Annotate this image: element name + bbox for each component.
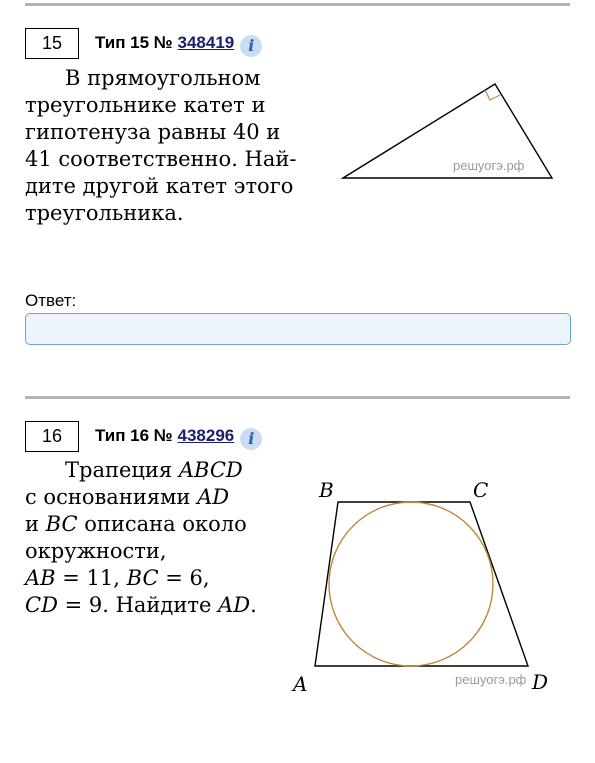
problem-id-link-15[interactable]: 348419 — [177, 33, 235, 52]
inscribed-circle — [329, 502, 493, 666]
problem-type-15: Тип 15 № 348419 i — [95, 33, 262, 57]
problem-number-15: 15 — [25, 28, 79, 59]
right-angle-mark — [485, 90, 500, 100]
text-line: треугольнике катет и — [25, 93, 266, 117]
text-line: Трапеция ABCD — [65, 458, 243, 482]
vertex-label-c: C — [473, 478, 489, 502]
vertex-label-d: D — [532, 670, 549, 694]
info-icon[interactable]: i — [240, 35, 262, 57]
vertex-label-a: A — [293, 672, 308, 696]
text-line: дите другой катет этого — [25, 174, 294, 198]
text-line: и BC описана около — [25, 512, 247, 536]
separator-middle — [25, 396, 570, 399]
problem-number-16: 16 — [25, 421, 79, 452]
answer-label: Ответ: — [25, 291, 77, 310]
trapezoid-figure — [280, 470, 570, 700]
text-line: треугольника. — [25, 201, 184, 225]
problem-id-link-16[interactable]: 438296 — [177, 426, 235, 445]
info-icon[interactable]: i — [240, 428, 262, 450]
trapezoid-shape — [315, 502, 528, 666]
text-line: с основаниями AD — [25, 485, 230, 509]
text-line: AB = 11, BC = 6, — [25, 566, 210, 590]
problem-16-text — [25, 457, 257, 619]
text-line: окружности, — [25, 539, 167, 563]
answer-input[interactable] — [25, 313, 571, 345]
vertex-label-b: B — [319, 478, 334, 502]
watermark: решуогэ.рф — [455, 672, 527, 687]
text-line: CD = 9. Найдите AD. — [25, 593, 257, 617]
right-triangle-figure — [335, 78, 560, 188]
watermark: решуогэ.рф — [453, 158, 525, 173]
problem-15-text — [25, 65, 296, 227]
problem-type-16: Тип 16 № 438296 i — [95, 426, 262, 450]
text-line: 41 соответственно. Най- — [25, 147, 297, 171]
separator-top — [25, 3, 570, 6]
text-line: гипотенуза равны 40 и — [25, 120, 281, 144]
text-line: В прямоугольном — [65, 66, 261, 90]
